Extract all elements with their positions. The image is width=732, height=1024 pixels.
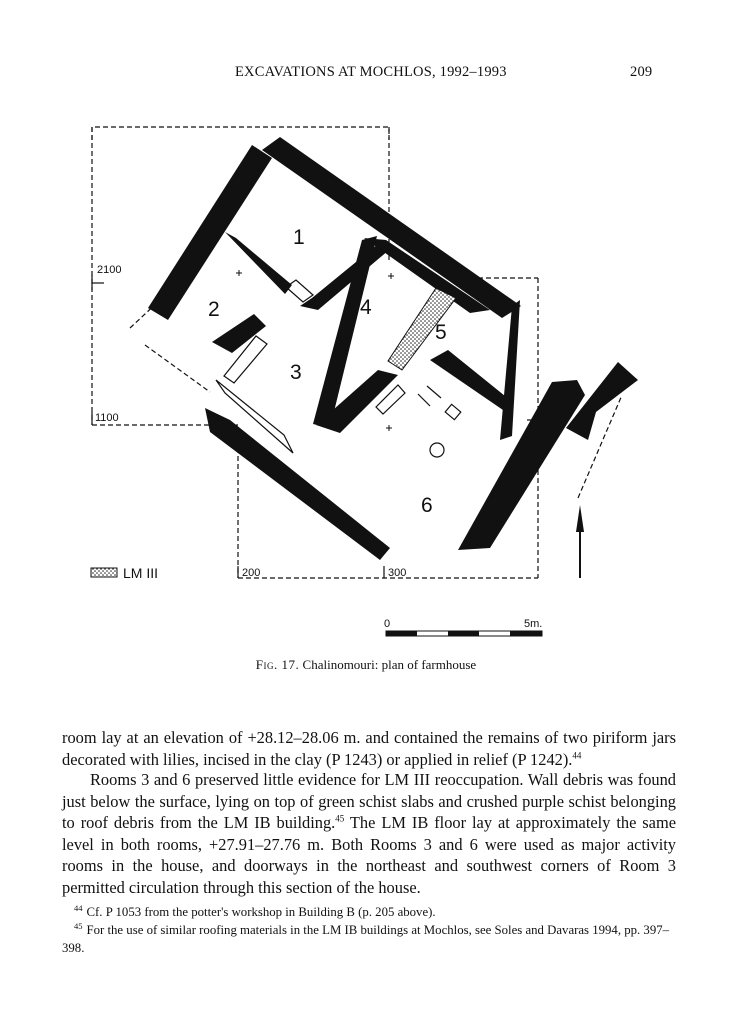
footnote-number: 45 [74, 920, 83, 931]
room-label-6: 6 [421, 494, 433, 517]
room-label-5: 5 [435, 321, 447, 344]
page-number: 209 [630, 64, 653, 80]
paragraph-1-text: room lay at an elevation of +28.12–28.06 m. and contained the remains of two piriform jars decorated with lilies, incised in the clay (P 1243) or applied in relief (P 1242). [62, 728, 676, 769]
footnote-number: 44 [74, 902, 83, 913]
legend-label: LM III [123, 565, 159, 581]
grid-label-1100: 1100 [95, 412, 119, 424]
footnotes [62, 903, 676, 957]
room-label-3: 3 [290, 361, 302, 384]
room-label-1: 1 [293, 226, 305, 249]
legend-swatch [91, 568, 117, 577]
datum-points [236, 270, 394, 431]
grid-label-200: 200 [242, 567, 261, 579]
scale-bar [384, 618, 542, 636]
room-label-4: 4 [360, 296, 372, 319]
figure-caption-text: Chalinomouri: plan of farmhouse [302, 657, 477, 672]
grid-label-2100: 2100 [97, 264, 122, 276]
legend [91, 565, 158, 581]
paragraph-2-text-a: Rooms 3 and 6 preserved little evidence for LM III reoccupation. Wall debris was found just below the surface, lying on top of green schist slabs and crushed purple schist belonging to roof debris from the LM IB building. [62, 770, 676, 832]
footnote-text: For the use of similar roofing materials in the LM IB buildings at Mochlos, see Soles and Davaras 1994, pp. 397–398. [62, 923, 670, 955]
walls [148, 137, 638, 560]
footnote-45 [62, 921, 676, 957]
running-title: EXCAVATIONS AT MOCHLOS, 1992–1993 [235, 64, 507, 80]
footnote-44 [62, 903, 676, 921]
north-arrow-icon [576, 505, 584, 578]
grid-label-300: 300 [388, 567, 407, 579]
scale-end: 5m. [524, 618, 543, 630]
paragraph-2-text-b: The LM IB floor lay at approximately the same level in both rooms, +27.91–27.76 m. Both Rooms 3 and 6 were used as major activity rooms in the house, and doorways in the northeast and southwest corners of Room 3 permitted circulation through this section of the house. [62, 813, 676, 897]
footnote-text: Cf. P 1053 from the potter's workshop in Building B (p. 205 above). [86, 905, 436, 919]
figure-number: Fig. 17. [255, 657, 300, 672]
scale-start: 0 [384, 618, 391, 630]
column-base [430, 443, 444, 457]
room-label-2: 2 [208, 298, 220, 321]
body-paragraph-2 [62, 769, 676, 898]
figure-caption [0, 657, 732, 673]
body-paragraph-1 [62, 727, 676, 770]
footnote-ref-45: 45 [335, 813, 345, 824]
footnote-ref-44: 44 [572, 750, 582, 761]
